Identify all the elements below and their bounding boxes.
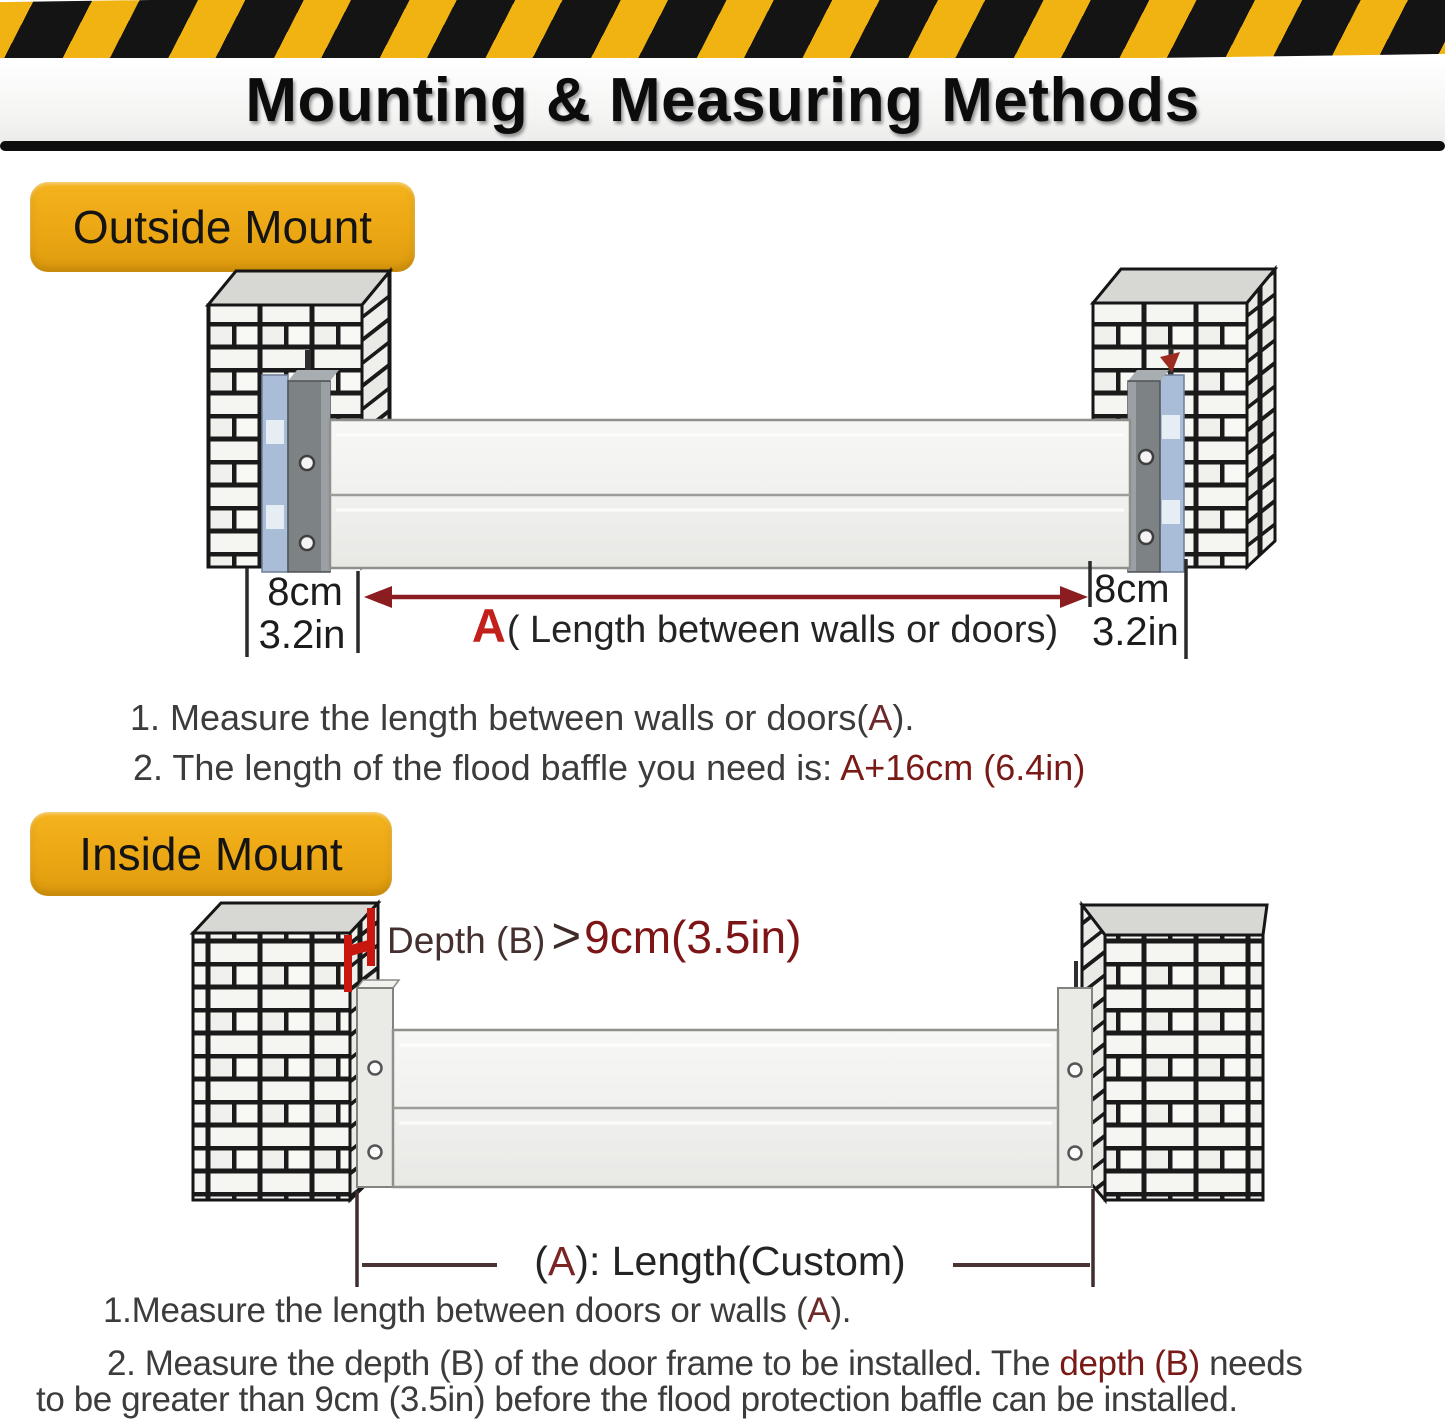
inside-instruction-1 — [103, 1291, 851, 1331]
length-a-text: ( Length between walls or doors) — [506, 609, 1059, 651]
custom-length-text: ): Length(Custom) — [575, 1238, 906, 1284]
inside-instr2-depth: depth (B) — [1059, 1344, 1200, 1383]
inside-instruction-2 — [107, 1344, 1302, 1384]
header-banner — [0, 0, 1445, 153]
screw-hole — [1139, 530, 1153, 544]
depth-label-text: Depth (B) — [387, 920, 546, 961]
outside-mount-label-text: Outside Mount — [72, 201, 373, 253]
inside-instr1-text: 1.Measure the length between doors or walls ( — [103, 1291, 808, 1330]
left-mount-assembly — [262, 350, 339, 572]
screw-hole — [1069, 1064, 1082, 1077]
brick-pillar-right-inside — [1082, 905, 1267, 1200]
banner-title-band — [0, 58, 1445, 142]
channel-slot — [1162, 415, 1180, 439]
screw-hole — [369, 1146, 382, 1159]
screw-hole — [369, 1062, 382, 1075]
screw-hole — [300, 536, 314, 550]
depth-annotation — [387, 906, 801, 965]
outside-instruction-2 — [133, 747, 1085, 789]
inside-right-bracket — [1058, 961, 1092, 1187]
depth-value: 9cm(3.5in) — [584, 911, 802, 963]
screw-hole — [1139, 450, 1153, 464]
arrowhead-left — [364, 586, 392, 608]
inside-mount-label-text: Inside Mount — [79, 828, 343, 880]
inside-mount-label — [30, 812, 392, 896]
left-offset-inch: 3.2in — [258, 613, 346, 657]
right-offset-cm: 8cm — [1094, 567, 1170, 611]
seal-channel-right — [1158, 375, 1184, 572]
channel-slot — [266, 420, 284, 444]
outside-instr1-end: ). — [892, 697, 915, 738]
bracket-edge — [321, 382, 330, 571]
left-offset-cm: 8cm — [267, 570, 343, 614]
page-title: Mounting & Measuring Methods — [245, 65, 1200, 135]
screw-hole — [300, 456, 314, 470]
custom-length-pre: ( — [534, 1238, 548, 1284]
channel-slot — [1162, 500, 1180, 524]
inside-instr1-end: ). — [830, 1291, 852, 1330]
inside-instr2-text: 2. Measure the depth (B) of the door frame to be installed. The — [107, 1344, 1060, 1383]
arrowhead-right — [1060, 586, 1088, 608]
length-a-label — [470, 598, 1060, 653]
inside-instr3-text: to be greater than 9cm (3.5in) before the flood protection baffle can be installed. — [36, 1380, 1238, 1419]
flood-barrier-panels-inside — [393, 1030, 1058, 1187]
length-a-letter: A — [471, 599, 506, 652]
flood-barrier-panels — [330, 420, 1130, 568]
right-offset-inch: 3.2in — [1092, 610, 1179, 654]
outside-instr1-a: A — [868, 697, 893, 738]
screw-hole — [1069, 1147, 1082, 1160]
outside-instr1-text: 1. Measure the length between walls or doors( — [130, 697, 869, 738]
greater-than-sign: > — [551, 907, 582, 964]
bracket-cap — [357, 980, 399, 988]
inside-instruction-2-continued — [36, 1380, 1238, 1420]
custom-length-a: A — [547, 1238, 576, 1284]
channel-slot — [266, 505, 284, 529]
custom-length-label — [470, 1238, 970, 1285]
outside-instr2-text: 2. The length of the flood baffle you need is: — [133, 747, 841, 788]
inside-instr1-a: A — [807, 1291, 831, 1330]
inside-instr2-end: needs — [1199, 1344, 1303, 1383]
outside-instruction-1 — [130, 697, 914, 739]
seal-channel-left — [262, 375, 288, 572]
right-mount-assembly — [1128, 348, 1184, 572]
banner-divider-bar — [0, 141, 1445, 151]
outside-instr2-formula: A+16cm (6.4in) — [840, 747, 1086, 788]
